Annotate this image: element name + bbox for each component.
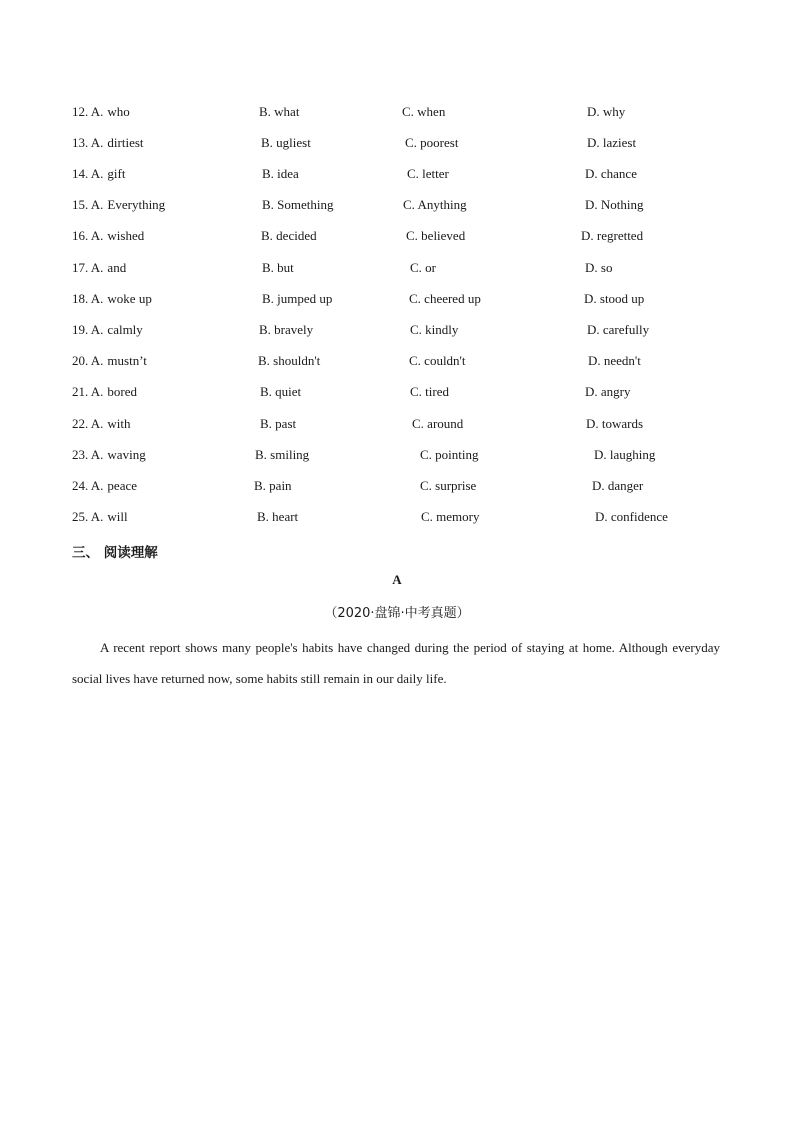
- question-number: 13. A.: [72, 135, 104, 150]
- option-a-text: woke up: [107, 291, 152, 306]
- question-row: [0, 383, 794, 401]
- option-d: D. danger: [592, 478, 644, 493]
- option-a: [72, 196, 165, 214]
- option-b: B. what: [259, 104, 300, 119]
- question-number: 20. A.: [72, 353, 104, 368]
- option-c: C. pointing: [420, 447, 479, 462]
- option-d: D. confidence: [595, 509, 668, 524]
- option-d: D. carefully: [587, 322, 650, 337]
- option-c: C. or: [410, 260, 436, 275]
- option-a-text: waving: [107, 447, 146, 462]
- option-a-text: mustn’t: [107, 353, 147, 368]
- option-b: B. heart: [257, 509, 299, 524]
- question-row: [0, 134, 794, 152]
- option-c: C. kindly: [410, 322, 459, 337]
- option-b: B. past: [260, 416, 297, 431]
- option-a: [72, 134, 144, 152]
- option-a-text: dirtiest: [107, 135, 144, 150]
- option-d: D. why: [587, 104, 626, 119]
- option-b: B. decided: [261, 228, 317, 243]
- question-row: [0, 508, 794, 526]
- option-c: C. around: [412, 416, 464, 431]
- question-row: [0, 446, 794, 464]
- option-a: [72, 290, 152, 308]
- question-number: 25. A.: [72, 509, 104, 524]
- option-b: B. smiling: [255, 447, 310, 462]
- option-a-text: wished: [107, 228, 145, 243]
- option-a: [72, 446, 146, 464]
- option-c: C. memory: [421, 509, 480, 524]
- question-number: 19. A.: [72, 322, 104, 337]
- question-number: 18. A.: [72, 291, 104, 306]
- option-c: C. tired: [410, 384, 449, 399]
- passage-source: （2020·盘锦·中考真题）: [324, 606, 470, 621]
- question-row: [0, 259, 794, 277]
- question-number: 24. A.: [72, 478, 104, 493]
- option-a: [72, 352, 147, 370]
- question-row: [0, 415, 794, 433]
- question-number: 12. A.: [72, 104, 104, 119]
- option-c: C. Anything: [403, 197, 467, 212]
- option-a-text: bored: [107, 384, 138, 399]
- option-a-text: gift: [107, 166, 126, 181]
- question-row: [0, 321, 794, 339]
- option-c: C. letter: [407, 166, 449, 181]
- option-a: [72, 103, 130, 121]
- option-a: [72, 415, 131, 433]
- option-a-text: who: [107, 104, 130, 119]
- passage-label: A: [392, 572, 402, 587]
- option-a: [72, 477, 137, 495]
- option-a: [72, 321, 143, 339]
- option-c: C. cheered up: [409, 291, 481, 306]
- question-number: 21. A.: [72, 384, 104, 399]
- option-d: D. Nothing: [585, 197, 644, 212]
- question-row: [0, 227, 794, 245]
- option-b: B. Something: [262, 197, 334, 212]
- option-a-text: calmly: [107, 322, 143, 337]
- option-b: B. idea: [262, 166, 299, 181]
- option-a-text: peace: [107, 478, 138, 493]
- option-c: C. couldn't: [409, 353, 466, 368]
- question-row: [0, 196, 794, 214]
- question-row: [0, 352, 794, 370]
- option-b: B. pain: [254, 478, 292, 493]
- option-a: [72, 383, 137, 401]
- question-number: 23. A.: [72, 447, 104, 462]
- question-number: 14. A.: [72, 166, 104, 181]
- question-number: 17. A.: [72, 260, 104, 275]
- option-a: [72, 227, 144, 245]
- option-d: D. chance: [585, 166, 637, 181]
- option-a: [72, 165, 125, 183]
- question-row: [0, 477, 794, 495]
- option-c: C. believed: [406, 228, 466, 243]
- option-b: B. jumped up: [262, 291, 333, 306]
- question-number: 22. A.: [72, 416, 104, 431]
- question-number: 16. A.: [72, 228, 104, 243]
- option-a-text: will: [107, 509, 128, 524]
- question-row: [0, 290, 794, 308]
- option-d: D. so: [585, 260, 613, 275]
- option-a: [72, 259, 126, 277]
- option-c: C. poorest: [405, 135, 459, 150]
- option-c: C. when: [402, 104, 446, 119]
- option-a: [72, 508, 128, 526]
- option-c: C. surprise: [420, 478, 477, 493]
- option-b: B. shouldn't: [258, 353, 321, 368]
- section-title: 三、 阅读理解: [72, 545, 158, 561]
- question-row: [0, 165, 794, 183]
- option-b: B. bravely: [259, 322, 314, 337]
- option-a-text: with: [107, 416, 131, 431]
- option-d: D. laughing: [594, 447, 656, 462]
- option-d: D. angry: [585, 384, 631, 399]
- option-d: D. laziest: [587, 135, 637, 150]
- option-b: B. ugliest: [261, 135, 311, 150]
- passage-paragraph: A recent report shows many people's habits have changed during the period of staying at home. Although everyday social lives have returned now, some habits still remain in our daily life.: [72, 640, 720, 686]
- option-d: D. towards: [586, 416, 644, 431]
- question-row: [0, 103, 794, 121]
- option-d: D. regretted: [581, 228, 644, 243]
- option-b: B. but: [262, 260, 294, 275]
- option-d: D. stood up: [584, 291, 645, 306]
- option-a-text: and: [107, 260, 127, 275]
- question-number: 15. A.: [72, 197, 104, 212]
- option-a-text: Everything: [107, 197, 166, 212]
- option-d: D. needn't: [588, 353, 641, 368]
- option-b: B. quiet: [260, 384, 302, 399]
